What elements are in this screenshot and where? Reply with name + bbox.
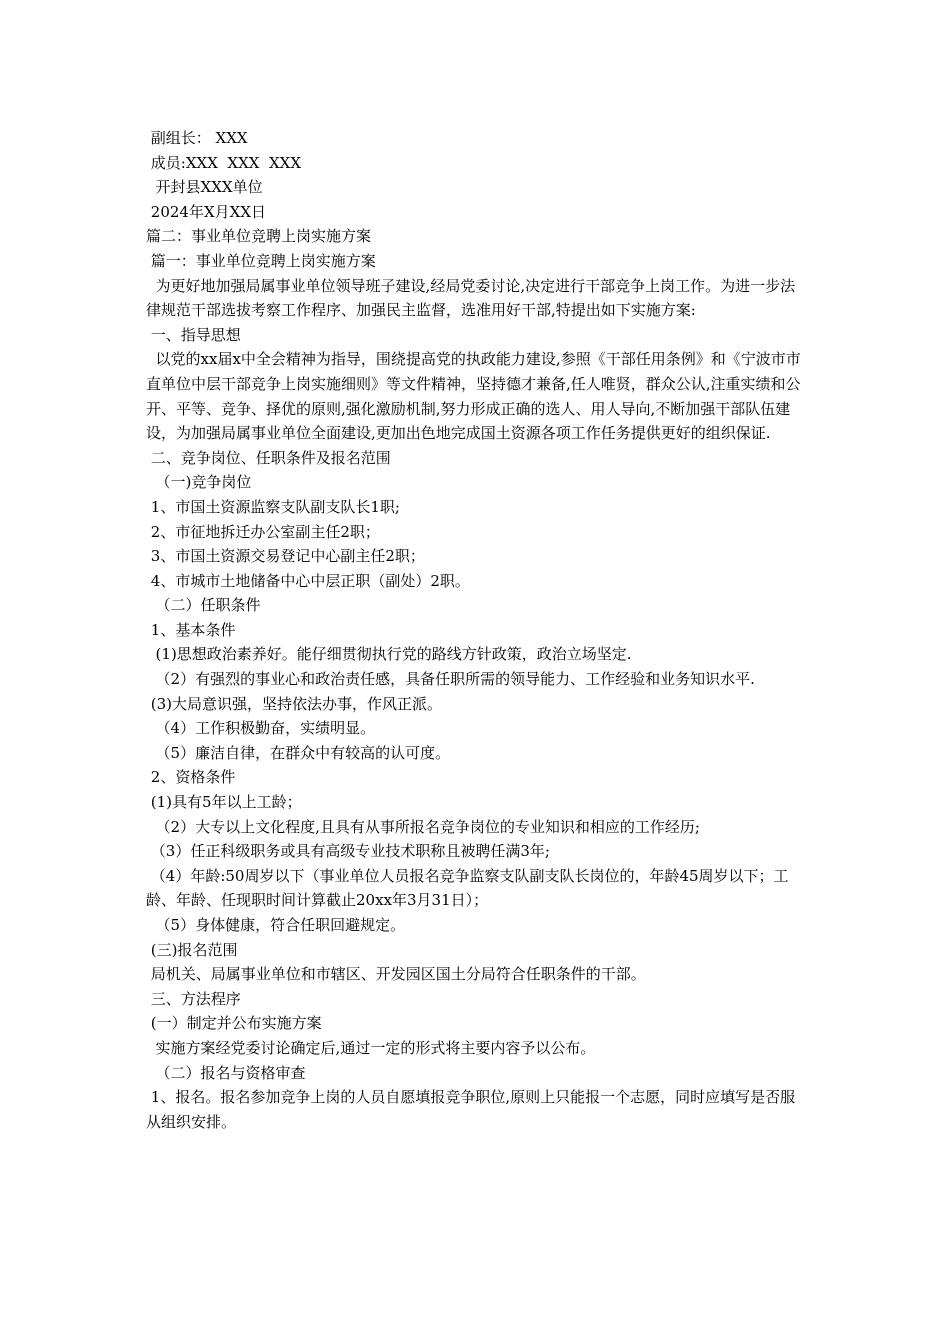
basic-condition-2: （2）有强烈的事业心和政治责任感，具备任职所需的领导能力、工作经验和业务知识水平. (146, 670, 755, 689)
qualification-1: (1)具有5年以上工龄； (146, 793, 302, 812)
qualification-2: （2）大专以上文化程度,且具有从事所报名竞争岗位的专业知识和相应的工作经历; (146, 817, 700, 836)
qualification-3: （3）任正科级职务或具有高级专业技术职称且被聘任满3年; (146, 842, 550, 861)
publish-plan-paragraph: 实施方案经党委讨论确定后,通过一定的形式将主要内容予以公布。 (146, 1038, 596, 1057)
deputy-leader-line: 副组长： XXX (146, 129, 248, 147)
basic-condition-1: (1)思想政治素养好。能仔细贯彻执行党的路线方针政策，政治立场坚定. (146, 645, 632, 664)
basic-condition-5: （5）廉洁自律，在群众中有较高的认可度。 (146, 743, 451, 762)
chapter-two-title: 篇二：事业单位竞聘上岗实施方案 (146, 227, 372, 246)
document-body (146, 126, 810, 1134)
position-item-1: 1、市国土资源监察支队副支队长1职; (146, 497, 400, 516)
position-item-2: 2、市征地拆迁办公室副主任2职； (146, 522, 380, 541)
subheading-publish-plan: (一）制定并公布实施方案 (146, 1014, 322, 1033)
subheading-registration-scope: (三)报名范围 (146, 940, 238, 959)
subheading-conditions: （二）任职条件 (146, 596, 261, 615)
members-line: 成员:XXX XXX XXX (146, 153, 302, 172)
date-line: 2024年X月XX日 (146, 202, 266, 221)
qualification-4: （4）年龄:50周岁以下（事业单位人员报名竞争监察支队副支队长岗位的，年龄45周岁以下；工龄、年龄、任现职时间计算截止20xx年3月31日）； (146, 866, 789, 910)
qualification-heading: 2、资格条件 (146, 768, 236, 787)
basic-condition-4: （4）工作积极勤奋，实绩明显。 (146, 719, 376, 738)
subheading-registration-review: （二）报名与资格审查 (146, 1063, 306, 1082)
qualification-5: （5）身体健康，符合任职回避规定。 (146, 916, 406, 934)
position-item-3: 3、市国土资源交易登记中心副主任2职； (146, 547, 425, 566)
subheading-positions: （一)竞争岗位 (146, 473, 252, 492)
chapter-one-title: 篇一：事业单位竞聘上岗实施方案 (146, 251, 376, 270)
registration-paragraph: 1、报名。报名参加竞争上岗的人员自愿填报竞争职位,原则上只能报一个志愿，同时应填写是否服从组织安排。 (146, 1088, 796, 1131)
registration-scope-paragraph: 局机关、局属事业单位和市辖区、开发园区国土分局符合任职条件的干部。 (146, 965, 646, 984)
section-heading-positions: 二、竞争岗位、任职条件及报名范围 (146, 448, 391, 467)
unit-line: 开封县XXX单位 (146, 178, 263, 197)
basic-conditions-heading: 1、基本条件 (146, 620, 236, 639)
section-heading-procedure: 三、方法程序 (146, 989, 241, 1008)
guiding-thought-paragraph: 以党的xx届x中全会精神为指导，围绕提高党的执政能力建设,参照《干部任用条例》和《宁波市市直单位中层干部竞争上岗实施细则》等文件精神，坚持德才兼备,任人唯贤，群众公认,注重实绩和公开、平等、竞争、择优的原则,强化激励机制,努力形成正确的选人、用人导向,不断加强干部队伍建设，为加强局属事业单位全面建设,更加出色地完成国土资源各项工作任务提供更好的组织保证. (146, 350, 801, 443)
position-item-4: 4、市城市土地储备中心中层正职（副处）2职。 (146, 571, 470, 590)
intro-paragraph: 为更好地加强局属事业单位领导班子建设,经局党委讨论,决定进行干部竞争上岗工作。为进一步法律规范干部选拔考察工作程序、加强民主监督，选准用好干部,特提出如下实施方案: (146, 276, 796, 320)
basic-condition-3: (3)大局意识强，坚持依法办事，作风正派。 (146, 694, 443, 713)
section-heading-guiding-thought: 一、指导思想 (146, 325, 241, 344)
